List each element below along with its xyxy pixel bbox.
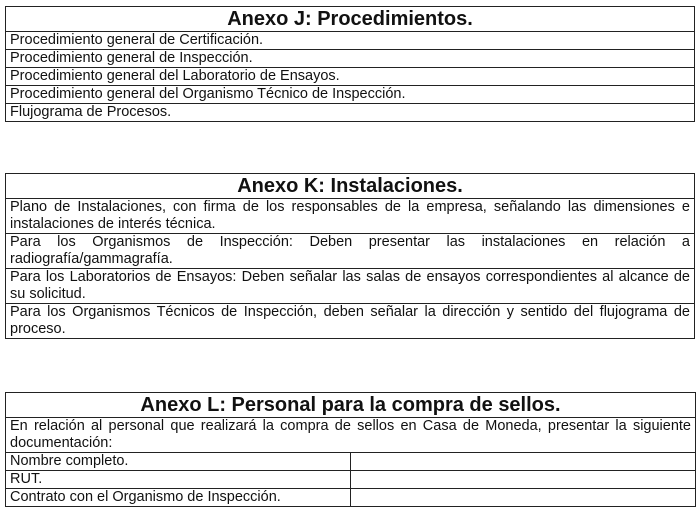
field-label-rut: RUT. <box>6 471 351 489</box>
annex-j-row: Procedimiento general de Certificación. <box>6 32 695 50</box>
annex-j-row: Procedimiento general del Organismo Técnico de Inspección. <box>6 86 695 104</box>
annex-l-title: Anexo L: Personal para la compra de sellos. <box>6 393 696 418</box>
annex-j-row: Flujograma de Procesos. <box>6 104 695 122</box>
annex-l-field-row <box>6 489 696 507</box>
annex-j-table <box>5 6 695 122</box>
annex-l-field-row <box>6 471 696 489</box>
annex-l-field-row <box>6 453 696 471</box>
annex-k-row: Para los Organismos Técnicos de Inspección, deben señalar la dirección y sentido del flujograma de proceso. <box>6 304 695 339</box>
annex-k-row: Plano de Instalaciones, con firma de los responsables de la empresa, señalando las dimensiones e instalaciones de interés técnica. <box>6 199 695 234</box>
field-value-contrato <box>351 489 696 507</box>
annex-l-table <box>5 392 696 507</box>
field-value-nombre <box>351 453 696 471</box>
annex-j-row: Procedimiento general del Laboratorio de Ensayos. <box>6 68 695 86</box>
annex-k-row: Para los Laboratorios de Ensayos: Deben señalar las salas de ensayos correspondientes al alcance de su solicitud. <box>6 269 695 304</box>
field-label-contrato: Contrato con el Organismo de Inspección. <box>6 489 351 507</box>
annex-l-intro: En relación al personal que realizará la compra de sellos en Casa de Moneda, presentar la siguiente documentación: <box>6 418 696 453</box>
field-value-rut <box>351 471 696 489</box>
annex-j-title: Anexo J: Procedimientos. <box>6 7 695 32</box>
annex-k-table <box>5 173 695 339</box>
field-label-nombre: Nombre completo. <box>6 453 351 471</box>
annex-j-row: Procedimiento general de Inspección. <box>6 50 695 68</box>
annex-k-row: Para los Organismos de Inspección: Deben presentar las instalaciones en relación a radiografía/gammagrafía. <box>6 234 695 269</box>
annex-k-title: Anexo K: Instalaciones. <box>6 174 695 199</box>
